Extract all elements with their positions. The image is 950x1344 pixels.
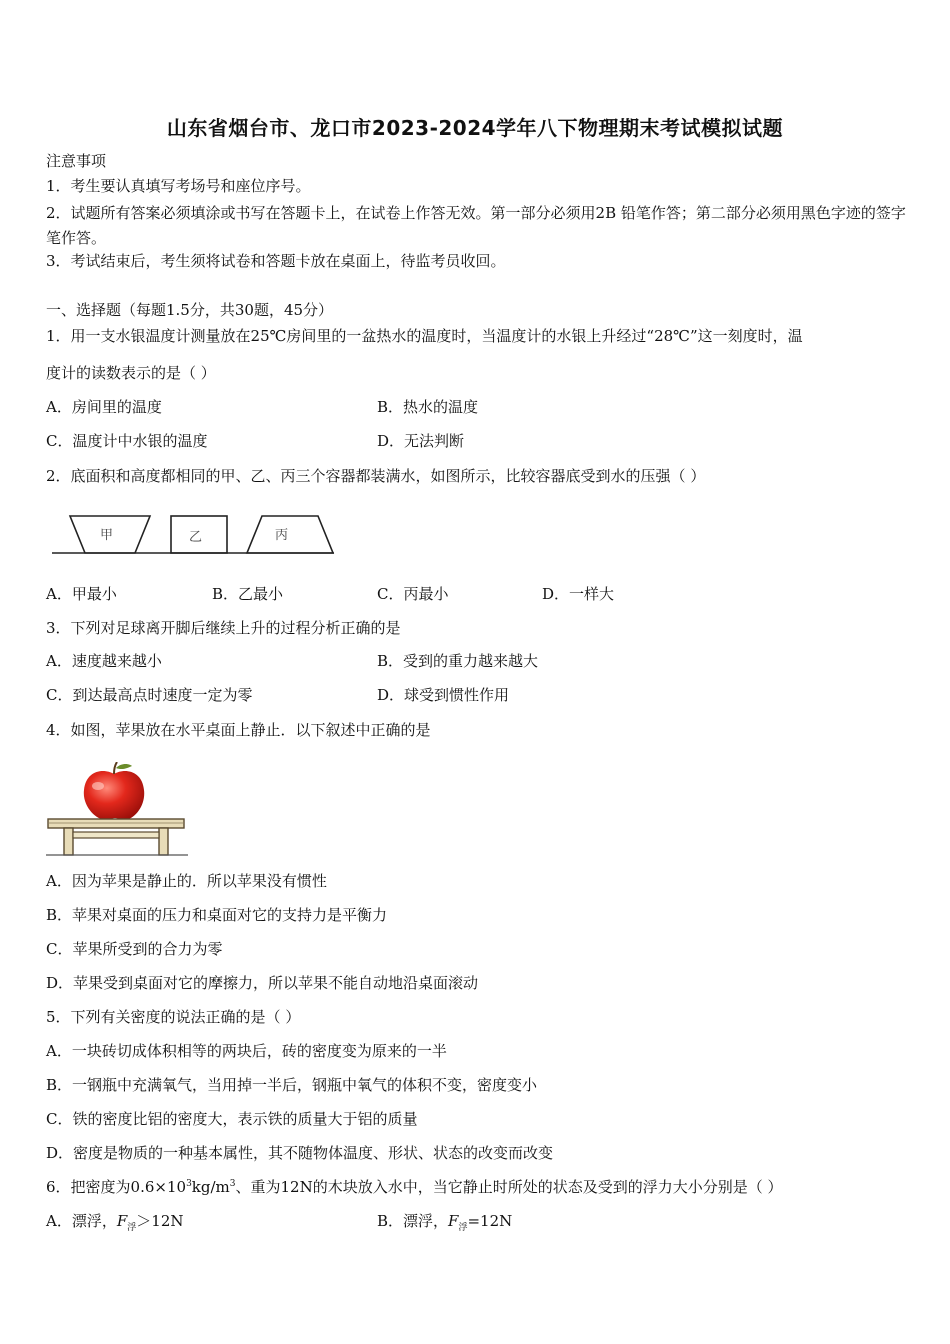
q6-stem-mid: kg/m (191, 1178, 230, 1196)
q6-option-a-pre: A．漂浮， (46, 1212, 117, 1230)
q2-option-d: D．一样大 (542, 585, 615, 603)
q3-option-c: C．到达最高点时速度一定为零 (46, 686, 253, 704)
q1-option-b: B．热水的温度 (377, 398, 479, 416)
q4-option-d: D．苹果受到桌面对它的摩擦力，所以苹果不能自动地沿桌面滚动 (46, 974, 479, 992)
q6-option-b-sub: 浮 (458, 1223, 468, 1233)
q6-option-a (46, 1211, 184, 1231)
q2-option-b: B．乙最小 (212, 585, 284, 603)
q6-option-a-sub: 浮 (127, 1223, 137, 1233)
q5-option-a: A．一块砖切成体积相等的两块后，砖的密度变为原来的一半 (46, 1042, 447, 1060)
q1-option-c: C．温度计中水银的温度 (46, 432, 208, 450)
q6-option-a-f: F (116, 1212, 128, 1230)
q6-stem-pre: 6．把密度为0.6×10 (46, 1178, 187, 1196)
q4-option-c: C．苹果所受到的合力为零 (46, 940, 223, 958)
q4-option-a: A．因为苹果是静止的．所以苹果没有惯性 (46, 872, 327, 890)
q6-option-b-post: =12N (467, 1212, 513, 1230)
apple-shape (84, 771, 144, 820)
q5-option-d: D．密度是物质的一种基本属性，其不随物体温度、形状、状态的改变而改变 (46, 1144, 554, 1162)
q1-stem-line2: 度计的读数表示的是（ ） (46, 364, 216, 382)
q3-option-a: A．速度越来越小 (46, 652, 162, 670)
q5-option-b: B．一钢瓶中充满氧气，当用掉一半后，钢瓶中氧气的体积不变，密度变小 (46, 1076, 538, 1094)
page-title: 山东省烟台市、龙口市2023-2024学年八下物理期末考试模拟试题 (166, 116, 784, 140)
containers-figure (50, 508, 340, 560)
q5-stem: 5．下列有关密度的说法正确的是（ ） (46, 1008, 301, 1026)
q6-stem (46, 1177, 782, 1197)
q4-stem: 4．如图，苹果放在水平桌面上静止．以下叙述中正确的是 (46, 721, 431, 739)
notice-heading: 注意事项 (46, 152, 107, 170)
q3-stem: 3．下列对足球离开脚后继续上升的过程分析正确的是 (46, 619, 401, 637)
notice-item-3: 3．考试结束后，考生须将试卷和答题卡放在桌面上，待监考员收回。 (46, 252, 506, 270)
q5-option-c: C．铁的密度比铝的密度大，表示铁的质量大于铝的质量 (46, 1110, 418, 1128)
container-label-bing: 丙 (275, 528, 289, 543)
q6-stem-post: 、重为12N的木块放入水中，当它静止时所处的状态及受到的浮力大小分别是（ ） (235, 1178, 783, 1196)
q3-option-d: D．球受到惯性作用 (377, 686, 510, 704)
q6-exp2: 3 (229, 1179, 236, 1189)
q2-stem: 2．底面积和高度都相同的甲、乙、丙三个容器都装满水，如图所示，比较容器底受到水的压强（ ） (46, 467, 706, 485)
notice-item-1: 1．考生要认真填写考场号和座位序号。 (46, 177, 311, 195)
section-heading: 一、选择题（每题1.5分，共30题，45分） (46, 301, 334, 319)
apple-table-figure (46, 762, 188, 858)
container-label-jia: 甲 (100, 528, 114, 543)
container-label-yi: 乙 (189, 530, 203, 545)
q6-option-a-post: ＞12N (136, 1212, 184, 1230)
q1-option-a: A．房间里的温度 (46, 398, 162, 416)
q2-option-a: A．甲最小 (46, 585, 117, 603)
q1-option-d: D．无法判断 (377, 432, 465, 450)
container-bing-shape (247, 516, 333, 553)
notice-item-2: 2．试题所有答案必须填涂或书写在答题卡上，在试卷上作答无效。第一部分必须用2B 铅笔作答；第二部分必须用黑色字迹的签字笔作答。 (46, 204, 906, 247)
q2-option-c: C．丙最小 (377, 585, 449, 603)
q6-option-b (377, 1211, 512, 1231)
q6-option-b-pre: B．漂浮， (377, 1212, 449, 1230)
q6-option-b-f: F (448, 1212, 459, 1230)
q4-option-b: B．苹果对桌面的压力和桌面对它的支持力是平衡力 (46, 906, 388, 924)
q6-exp1: 3 (186, 1179, 192, 1189)
q3-option-b: B．受到的重力越来越大 (377, 652, 539, 670)
q1-stem-line1: 1．用一支水银温度计测量放在25℃房间里的一盆热水的温度时，当温度计的水银上升经过“28℃”这一刻度时，温 (46, 327, 803, 345)
